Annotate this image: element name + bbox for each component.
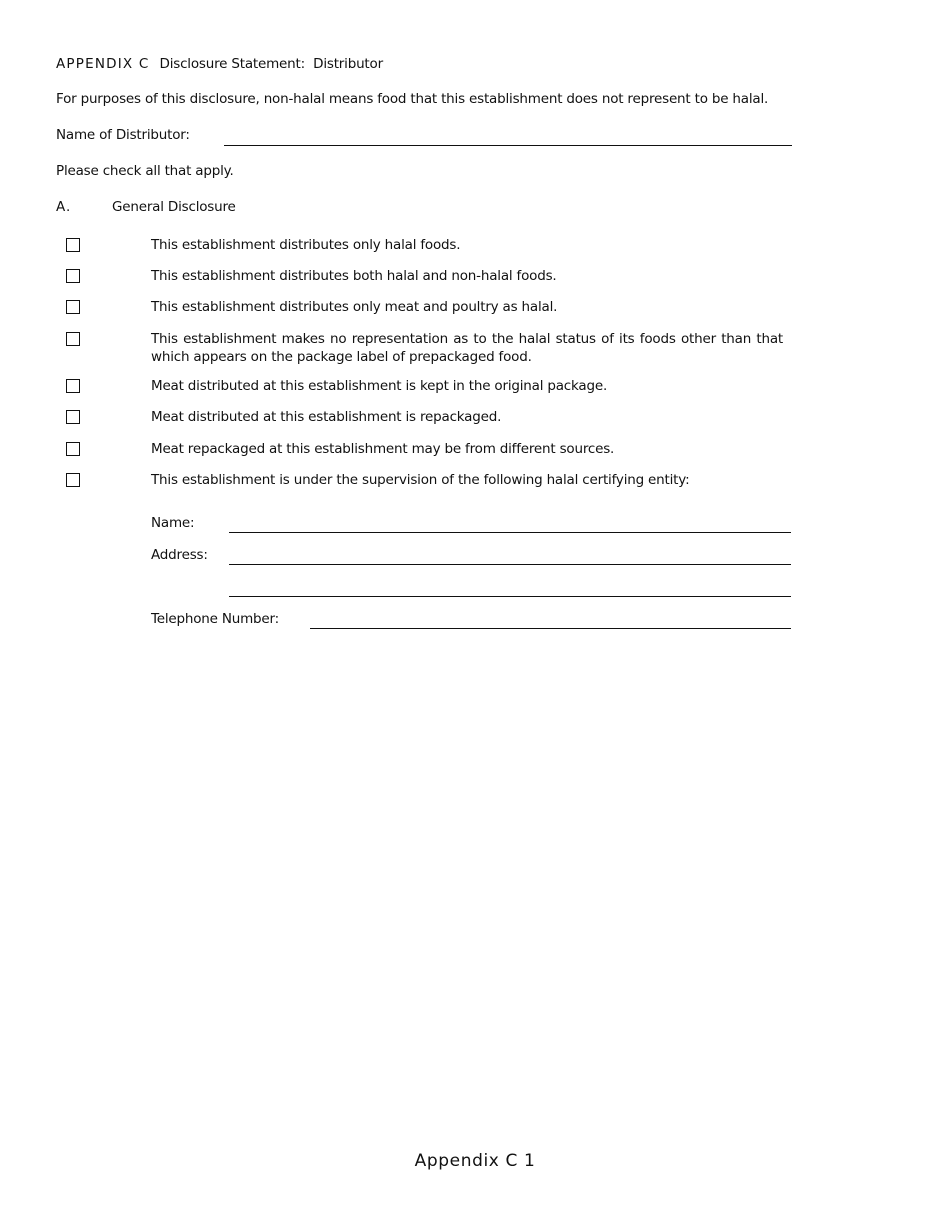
certifier-address-label: Address: [151,547,208,563]
instruction-text: Please check all that apply. [56,163,234,179]
item-text: This establishment makes no representation as to the halal status of its foods other than that which appears on the package label of prepackaged food. [151,331,783,365]
item-text: Meat distributed at this establishment is repackaged. [151,409,502,425]
checkbox[interactable] [66,300,80,314]
item-text: Meat repackaged at this establishment may be from different sources. [151,441,615,457]
checkbox[interactable] [66,473,80,487]
certifier-name-label: Name: [151,515,195,531]
item-text: This establishment is under the supervision of the following halal certifying entity: [151,472,690,488]
intro-text: For purposes of this disclosure, non-halal means food that this establishment does not represent to be halal. [56,91,769,107]
certifier-phone-field[interactable] [310,628,791,629]
page-footer: Appendix C 1 [414,1151,536,1171]
section-letter: A. [56,199,72,215]
appendix-label: APPENDIX C [56,56,150,72]
item-text: This establishment distributes both halal and non-halal foods. [151,268,557,284]
page-title: Disclosure Statement: Distributor [159,56,383,72]
item-text: Meat distributed at this establishment is kept in the original package. [151,378,608,394]
page-heading [56,56,383,72]
distributor-name-field[interactable] [224,145,792,146]
checkbox[interactable] [66,410,80,424]
checkbox[interactable] [66,442,80,456]
certifier-address-field-line2[interactable] [229,596,791,597]
checkbox[interactable] [66,269,80,283]
section-title: General Disclosure [112,199,236,215]
checkbox[interactable] [66,379,80,393]
item-text: This establishment distributes only meat and poultry as halal. [151,299,558,315]
certifier-address-field[interactable] [229,564,791,565]
checkbox[interactable] [66,238,80,252]
checkbox[interactable] [66,332,80,346]
certifier-name-field[interactable] [229,532,791,533]
distributor-label: Name of Distributor: [56,127,190,143]
item-text: This establishment distributes only halal foods. [151,237,461,253]
certifier-phone-label: Telephone Number: [151,611,279,627]
